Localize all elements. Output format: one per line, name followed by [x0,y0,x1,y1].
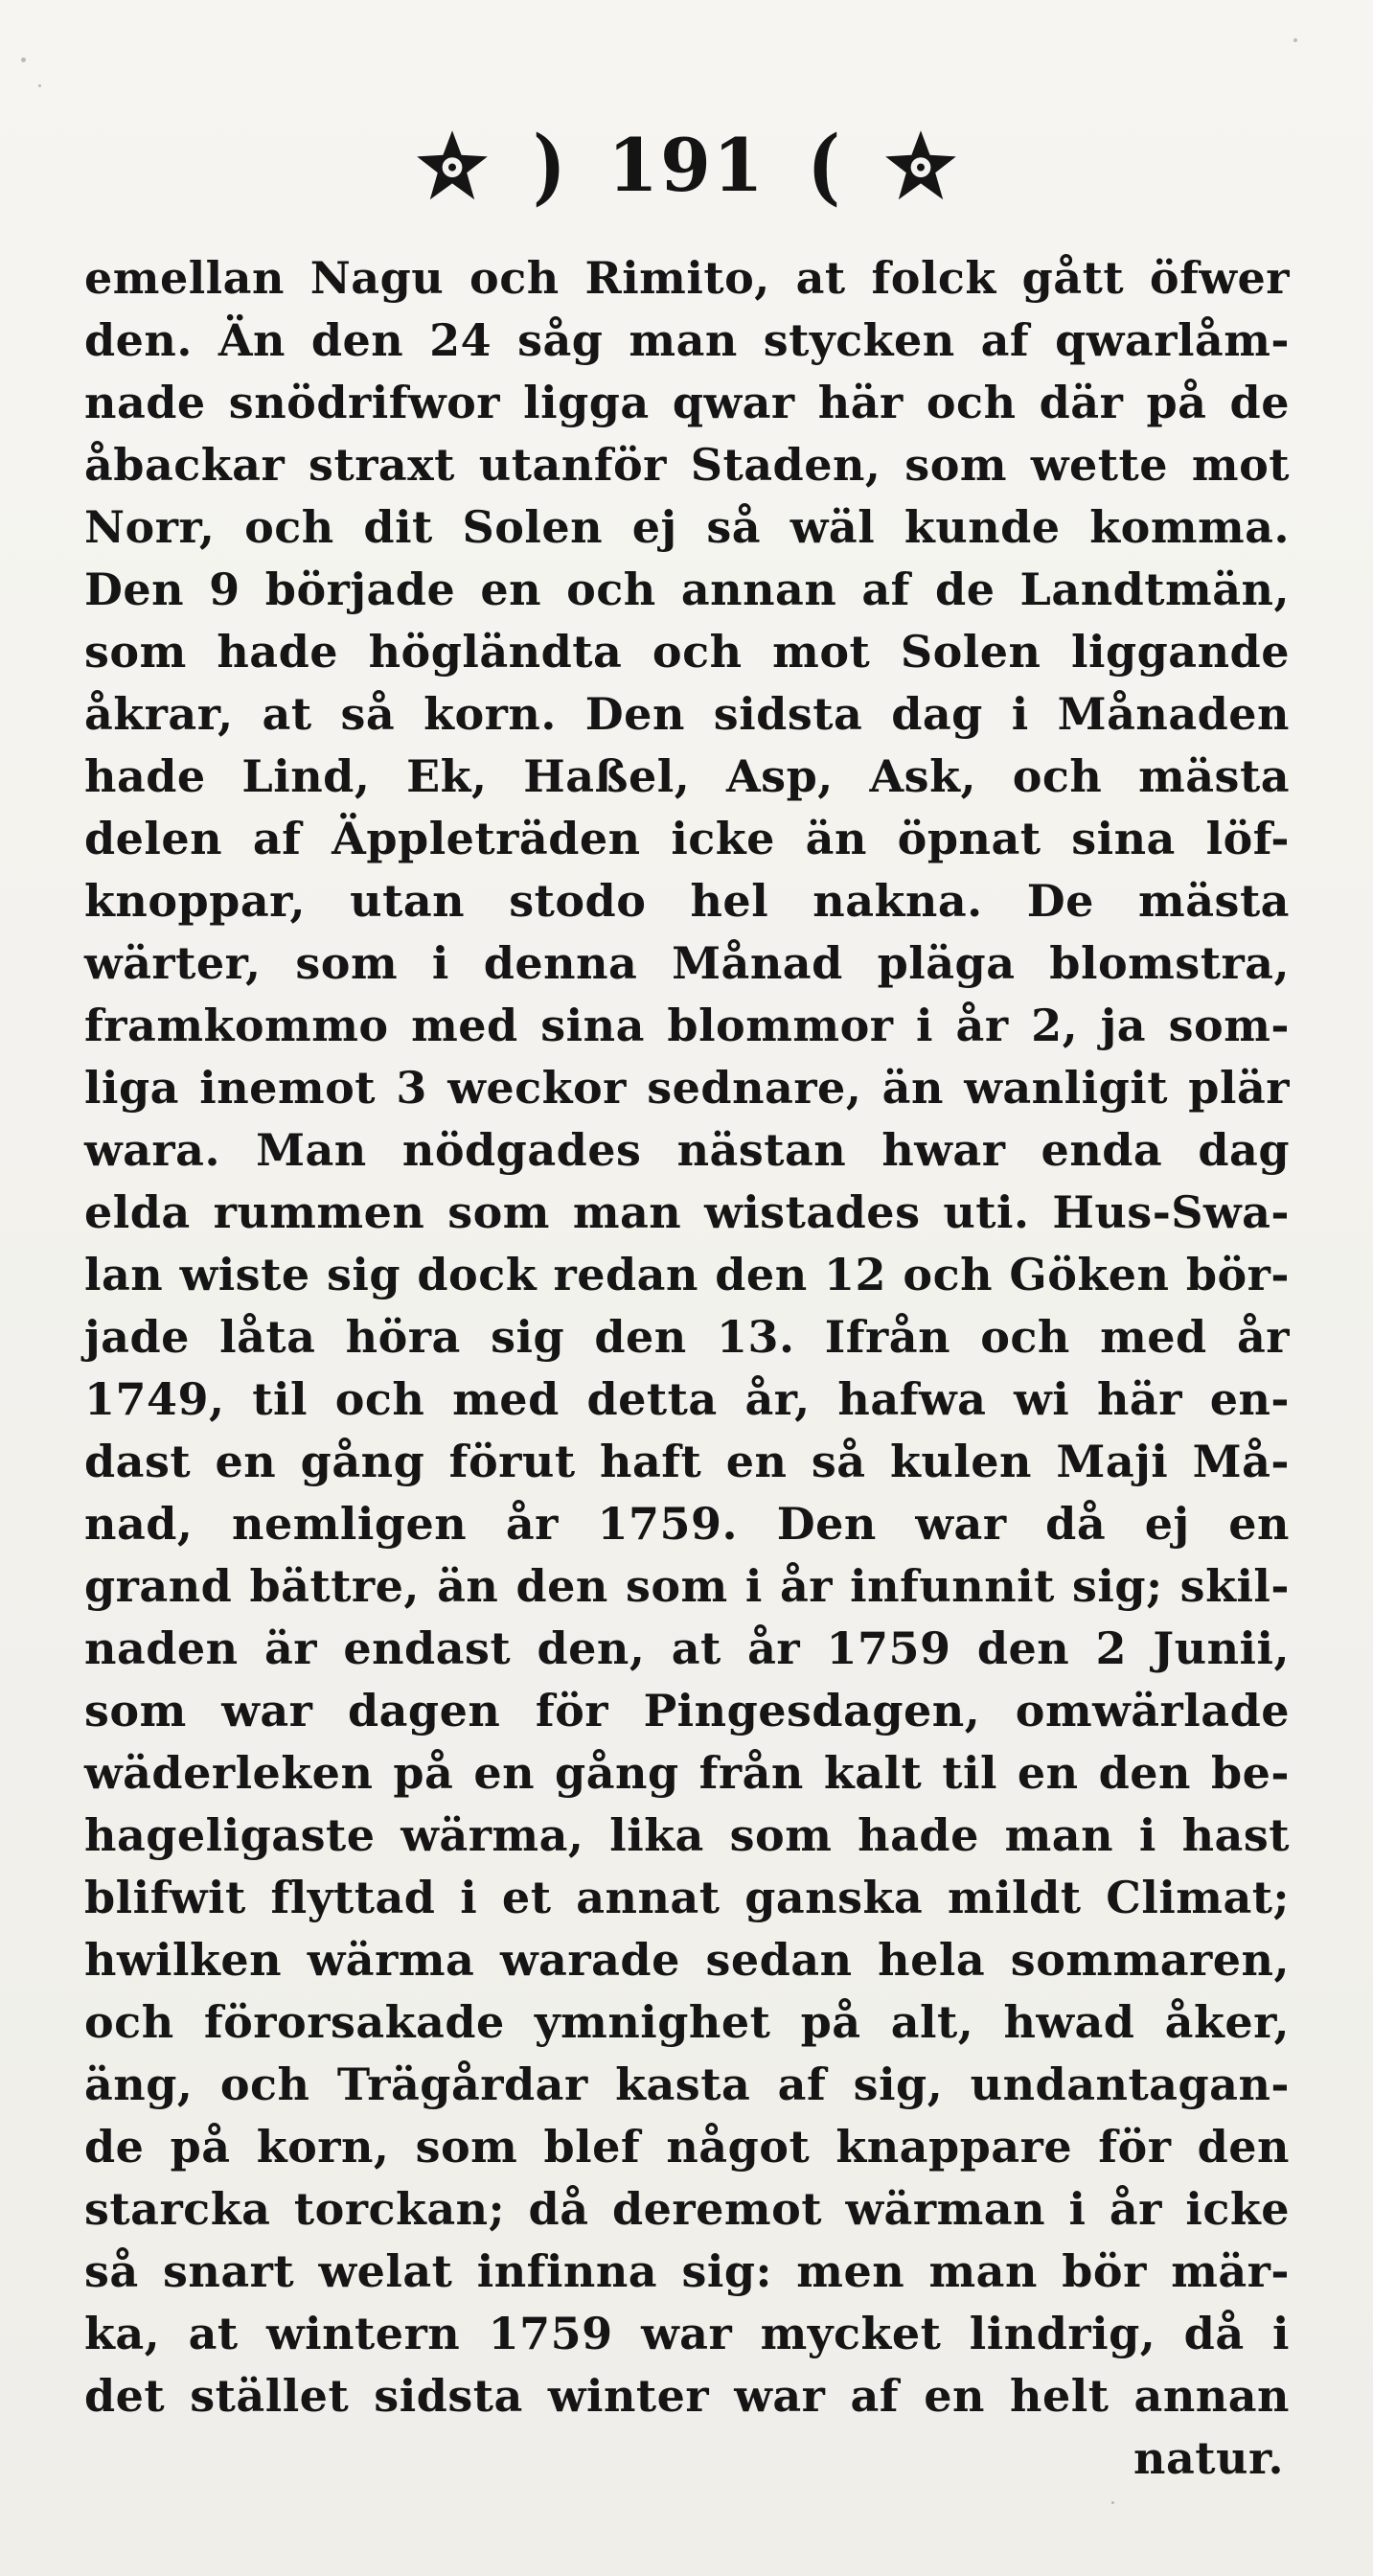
paper-speck [1293,38,1297,42]
text-line: dast en gång förut haft en så kulen Maji Må- [84,1436,1290,1487]
text-line: Norr, och dit Solen ej så wäl kunde komma. [84,501,1290,553]
text-line: som hade högländta och mot Solen liggande [84,626,1290,678]
text-line: liga inemot 3 weckor sednare, än wanligit plär [84,1062,1290,1114]
text-line: elda rummen som man wistades uti. Hus-Swa- [84,1186,1290,1238]
text-line: starcka torckan; då deremot wärman i år icke [84,2183,1290,2235]
text-line: Den 9 började en och annan af de Landtmän, [84,564,1290,615]
page-number: 191 [607,123,766,208]
body-text [84,247,1290,2490]
text-line: delen af Äppleträden icke än öpnat sina löf- [84,813,1290,864]
text-line: åkrar, at så korn. Den sidsta dag i Månaden [84,688,1290,740]
text-line: ka, at wintern 1759 war mycket lindrig, då i [84,2308,1290,2359]
text-line: lan wiste sig dock redan den 12 och Göken bör- [84,1249,1290,1300]
text-line: och förorsakade ymnighet på alt, hwad åker, [84,1996,1290,2048]
text-line: hwilken wärma warade sedan hela sommaren, [84,1934,1290,1986]
text-line: knoppar, utan stodo hel nakna. De mästa [84,875,1290,927]
text-line: hade Lind, Ek, Haßel, Asp, Ask, och mästa [84,750,1290,802]
text-line: 1749, til och med detta år, hafwa wi här en- [84,1373,1290,1425]
text-line-final: natur. [1133,2432,1284,2484]
header-paren-left: ) [533,116,566,215]
text-line: wärter, som i denna Månad pläga blomstra, [84,937,1290,989]
header-paren-right: ( [807,116,840,215]
text-line: wara. Man nödgades nästan hwar enda dag [84,1124,1290,1176]
text-line: grand bättre, än den som i år infunnit sig; skil- [84,1560,1290,1612]
star-ornament-icon [882,127,959,204]
text-line: blifwit flyttad i et annat ganska mildt Climat; [84,1872,1290,1923]
text-line: de på korn, som blef något knappare för den [84,2121,1290,2173]
text-line: så snart welat infinna sig: men man bör mär- [84,2245,1290,2297]
paper-speck [1111,2501,1114,2504]
paper-speck [21,58,26,62]
text-line: det stället sidsta winter war af en helt annan [84,2370,1290,2422]
text-line: naden är endast den, at år 1759 den 2 Junii, [84,1622,1290,1674]
text-line: åbackar straxt utanför Staden, som wette mot [84,439,1290,491]
star-ornament-icon [414,127,491,204]
text-line: jade låta höra sig den 13. Ifrån och med år [84,1311,1290,1363]
text-line: den. Än den 24 såg man stycken af qwarlåm- [84,314,1290,366]
text-line: framkommo med sina blommor i år 2, ja som- [84,1000,1290,1051]
text-line: äng, och Trägårdar kasta af sig, undantagan- [84,2058,1290,2110]
text-line: som war dagen för Pingesdagen, omwärlade [84,1685,1290,1736]
text-line: nad, nemligen år 1759. Den war då ej en [84,1498,1290,1550]
running-header [0,113,1373,218]
text-line: emellan Nagu och Rimito, at folck gått öfwer [84,252,1290,304]
text-line: hageligaste wärma, lika som hade man i hast [84,1809,1290,1861]
paper-speck [38,84,41,87]
text-line: wäderleken på en gång från kalt til en den be- [84,1747,1290,1799]
text-line: nade snödrifwor ligga qwar här och där på de [84,377,1290,428]
